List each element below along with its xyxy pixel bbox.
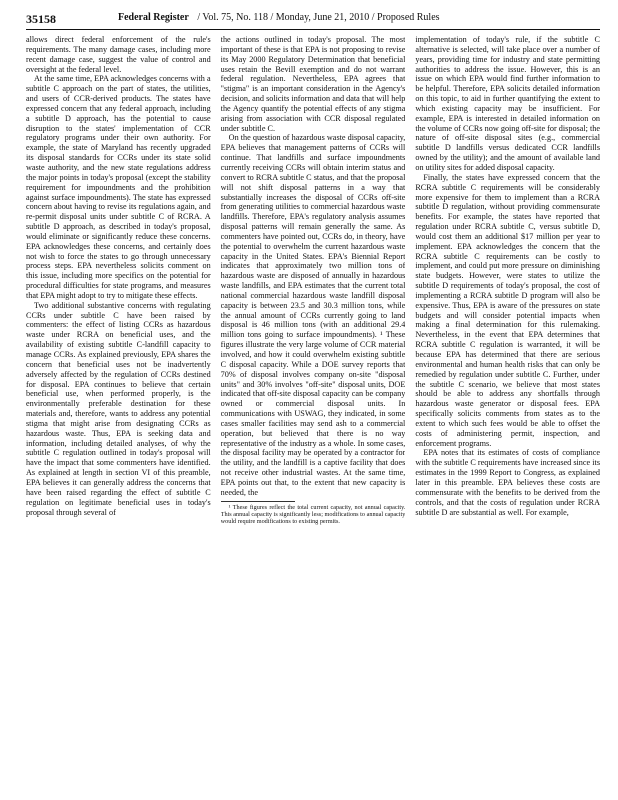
paragraph: Two additional substantive concerns with regulating CCRs under subtitle C have been raised by commenters: the effect of listing CCRs as hazardous waste under RCRA on beneficial uses, and the availability of existing subtitle C-landfill capacity to manage CCRs. As explained previously, EPA shares the concern that beneficial uses not be inadvertently adversely affected by the regulation of CCRs destined for disposal. EPA continues to believe that certain beneficial use, when performed properly, is the environmentally preferable destination for these materials and, therefore, wants to address any potential stigma that might arise from designating CCRs as hazardous waste. Thus, EPA is seeking data and information, including detailed analyses, of why the subtitle C regulation outlined in today's proposal will have the impact that some commenters have identified. As explained at length in section VI of this preamble, EPA believes it can generally address the concerns that have been raised regarding the effect of subtitle C regulation on legitimate beneficial uses in today's proposal through several of [26, 300, 211, 517]
column-3 [415, 35, 600, 793]
paragraph: allows direct federal enforcement of the rule's requirements. The many damage cases, including more recent damage case, suggest the value of control and oversight at the federal level. [26, 35, 211, 74]
page-header [26, 10, 600, 28]
text-columns [26, 35, 600, 793]
header-rule [26, 29, 600, 30]
publication-title: Federal Register [118, 12, 189, 23]
paragraph: On the question of hazardous waste disposal capacity, EPA believes that management patterns of CCRs will continue. That landfills and surface impoundments currently receiving CCRs will obtain interim status and convert to RCRA subtitle C status, and that the proposal will not shift disposal patterns in a way that substantially increases the disposal of CCRs off-site from generating utilities to commercial hazardous waste landfills. Therefore, EPA's regulatory analysis assumes disposal patterns will remain generally the same. As commenters have pointed out, CCRs do, in theory, have the potential to overwhelm the current hazardous waste capacity in the United States. EPA's Biennial Report indicates that approximately two million tons of hazardous waste are disposed of annually in hazardous waste landfills, and EPA estimates that the current total national commercial hazardous waste landfill disposal capacity is between 23.5 and 30.3 million tons, while the annual amount of CCRs currently going to land disposal is 46 million tons (with an additional 29.4 million tons going to surface impoundments). ¹ These figures illustrate the very large volume of CCR material involved, and how it could overwhelm existing subtitle C disposal capacity. While a DOE survey reports that 70% of disposal involves company on-site "disposal units" and 30% involves "off-site" disposal units, DOE indicated that off-site disposal capacity can be company owned or commercial disposal units. In communications with USWAG, they indicated, in some cases smaller facilities may send ash to a commercial operation, but believed that there is no way representative of the industry as a whole. In some cases, the disposal facility may be operated by a contractor for the utility, and the landfill is a captive facility that does not receive other industrial wastes. At the same time, EPA points out that, to the extent that new capacity is needed, the [220, 133, 406, 497]
column-1 [26, 35, 211, 793]
footnote-rule [221, 501, 295, 502]
column-2 [221, 35, 406, 793]
volume-info: / Vol. 75, No. 118 / Monday, June 21, 2010 / Proposed Rules [197, 12, 440, 23]
header-citation [118, 12, 600, 23]
paragraph: implementation of today's rule, if the subtitle C alternative is selected, will take place over a number of years, providing time for industry and state permitting authorities to address the issue. However, this is an issue on which EPA would find further information to be helpful. Therefore, EPA solicits detailed information on this topic, to aid in further quantifying the extent to which existing capacity may be insufficient. For example, EPA is interested in detailed information on the volume of CCRs now going off-site for disposal; the nature of off-site disposal sites (e.g., commercial subtitle D landfills versus dedicated CCR landfills owned by the utility); and the amount of available land on utility sites for added disposal capacity. [415, 35, 601, 172]
paragraph: the actions outlined in today's proposal. The most important of these is that EPA is not proposing to revise its May 2000 Regulatory Determination that beneficial uses retain the Bevill exemption and do not warrant federal regulation. Nevertheless, EPA agrees that "stigma" is an important consideration in the Agency's decision, and solicits information and data that will help the Agency quantify the potential effects of any stigma arising from association with CCR disposal regulated under subtitle C. [220, 35, 406, 133]
footnote: ¹ These figures reflect the total current capacity, not annual capacity. This annual capacity is significantly less; modifications to annual capacity would require modifications to existing permits. [220, 503, 406, 526]
paragraph: At the same time, EPA acknowledges concerns with a subtitle C approach on the part of states, the utilities, and users of CCR-derived products. The states have expressed concern that any federal approach, including a subtitle D approach, has the potential to cause disruption to the states' implementation of CCR regulatory programs under their own authority. For example, the state of Maryland has recently upgraded its disposal standards for CCRs under its state solid waste authority, and the new state regulations address the major points in today's proposal (except the stability requirement for impoundments and the prohibition against surface impoundments). The state has expressed concern about having to revise its regulations again, and re-permit disposal units under subtitle C of RCRA. A subtitle D approach, as described in today's proposal, would eliminate or significantly reduce these concerns. EPA acknowledges these concerns, and certainly does not wish to force the states to go through unnecessary process steps. EPA nevertheless solicits comment on this issue, including more specifics on the potential for procedural difficulties for state programs, and measures that EPA might adopt to try to mitigate these effects. [26, 74, 211, 300]
page-number: 35158 [26, 12, 56, 26]
paragraph: Finally, the states have expressed concern that the RCRA subtitle C requirements will be considerably more expensive for them to implement than a RCRA subtitle D regulation, without providing commensurate benefits. For example, the states have reported that regulation under RCRA subtitle C, versus subtitle D, would cost them an additional $17 million per year to implement. EPA acknowledges the concern that the RCRA subtitle C requirements can be costly to implement, and could put more pressure on diminishing state budgets. However, were states to utilize the subtitle D requirements of today's proposal, the cost of implementing a RCRA subtitle D program will also be expensive. Thus, EPA is aware of the pressures on state budgets and will consider potential impacts when making a final determination for this rulemaking. Nevertheless, in the event that EPA determines that RCRA subtitle C regulation is warranted, it will be because EPA has determined that there are serious environmental and human health risks that can only be remedied by regulation under subtitle C. Further, under the subtitle C scenario, we believe that most states should be able to address any shortfalls through hazardous waste generator or disposal fees. EPA specifically solicits comments from states as to the extent to which such fees would be able to offset the costs of administering permit, inspection, and enforcement programs. [415, 172, 601, 448]
paragraph: EPA notes that its estimates of costs of compliance with the subtitle C requirements have increased since its estimates in the 1999 Report to Congress, as explained later in this preamble. EPA believes these costs are commensurate with the benefits to be derived from the controls, and that the costs of regulation under RCRA subtitle D are substantial as well. For example, [415, 448, 601, 517]
